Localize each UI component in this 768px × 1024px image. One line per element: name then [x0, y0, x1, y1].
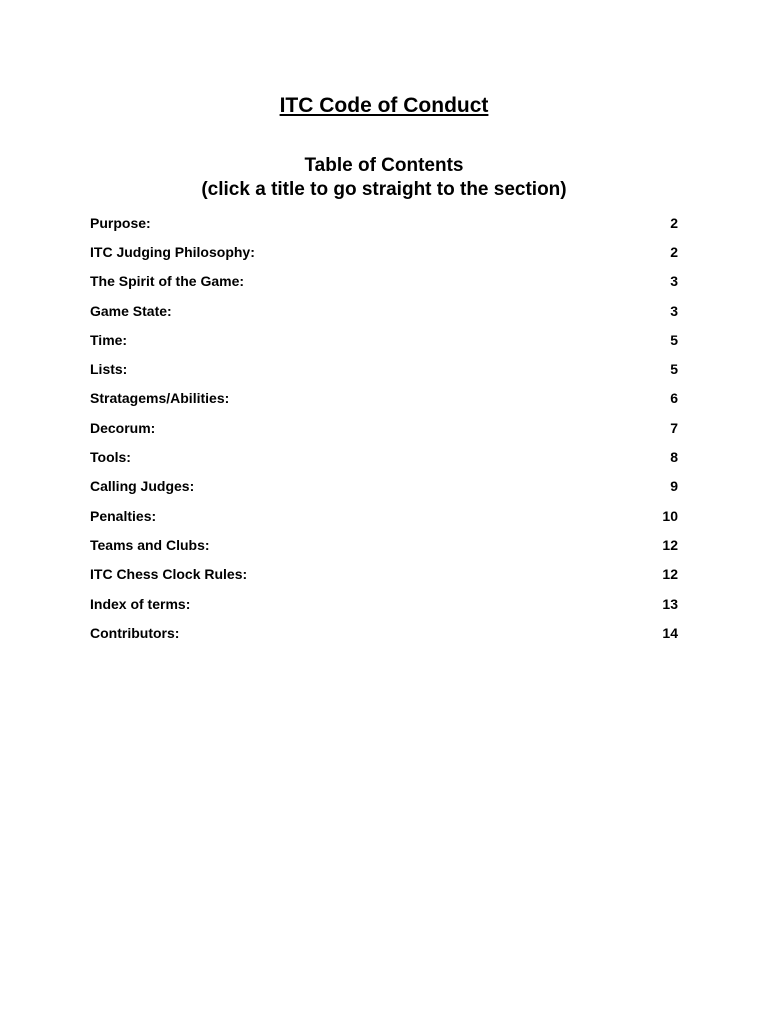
toc-entry-tools[interactable] — [90, 442, 678, 471]
toc-entry-page[interactable]: 3 — [670, 273, 678, 290]
document-title: ITC Code of Conduct — [279, 94, 489, 117]
toc-entry-page[interactable]: 7 — [670, 419, 678, 436]
toc-entry-judging-philosophy[interactable] — [90, 237, 678, 266]
toc-subheading: (click a title to go straight to the section) — [201, 179, 567, 200]
toc-entry-page[interactable]: 10 — [662, 507, 678, 524]
toc-entry-title[interactable]: Teams and Clubs: — [90, 536, 210, 553]
toc-entry-index-of-terms[interactable] — [90, 589, 678, 618]
toc-heading: Table of Contents — [304, 155, 464, 176]
table-of-contents — [90, 208, 678, 647]
toc-entry-title[interactable]: Calling Judges: — [90, 478, 195, 495]
toc-entry-time[interactable] — [90, 325, 678, 354]
toc-entry-title[interactable]: Time: — [90, 331, 128, 348]
toc-entry-purpose[interactable] — [90, 208, 678, 237]
toc-entry-title[interactable]: Tools: — [90, 449, 131, 466]
toc-entry-title[interactable]: Decorum: — [90, 419, 156, 436]
toc-entry-stratagems-abilities[interactable] — [90, 384, 678, 413]
toc-entry-page[interactable]: 5 — [670, 331, 678, 348]
toc-entry-page[interactable]: 12 — [662, 566, 678, 583]
toc-entry-title[interactable]: Purpose: — [90, 214, 151, 231]
toc-entry-penalties[interactable] — [90, 501, 678, 530]
toc-entry-page[interactable]: 5 — [670, 361, 678, 378]
toc-entry-title[interactable]: Index of terms: — [90, 595, 191, 612]
toc-entry-game-state[interactable] — [90, 296, 678, 325]
toc-entry-page[interactable]: 2 — [670, 243, 678, 260]
toc-entry-title[interactable]: Contributors: — [90, 624, 180, 641]
toc-entry-title[interactable]: Lists: — [90, 361, 128, 378]
toc-entry-page[interactable]: 9 — [670, 478, 678, 495]
toc-entry-calling-judges[interactable] — [90, 472, 678, 501]
toc-entry-title[interactable]: Penalties: — [90, 507, 157, 524]
toc-entry-teams-and-clubs[interactable] — [90, 530, 678, 559]
toc-entry-page[interactable]: 3 — [670, 302, 678, 319]
toc-entry-title[interactable]: ITC Chess Clock Rules: — [90, 566, 248, 583]
toc-entry-title[interactable]: Stratagems/Abilities: — [90, 390, 230, 407]
toc-entry-spirit-of-the-game[interactable] — [90, 267, 678, 296]
toc-entry-chess-clock-rules[interactable] — [90, 560, 678, 589]
toc-entry-contributors[interactable] — [90, 618, 678, 647]
toc-entry-decorum[interactable] — [90, 413, 678, 442]
toc-entry-title[interactable]: Game State: — [90, 302, 172, 319]
toc-entry-page[interactable]: 2 — [670, 214, 678, 231]
toc-entry-page[interactable]: 14 — [662, 624, 678, 641]
toc-entry-lists[interactable] — [90, 354, 678, 383]
toc-entry-page[interactable]: 8 — [670, 449, 678, 466]
toc-entry-title[interactable]: The Spirit of the Game: — [90, 273, 245, 290]
toc-entry-title[interactable]: ITC Judging Philosophy: — [90, 243, 255, 260]
toc-entry-page[interactable]: 12 — [662, 536, 678, 553]
toc-entry-page[interactable]: 6 — [670, 390, 678, 407]
toc-entry-page[interactable]: 13 — [662, 595, 678, 612]
